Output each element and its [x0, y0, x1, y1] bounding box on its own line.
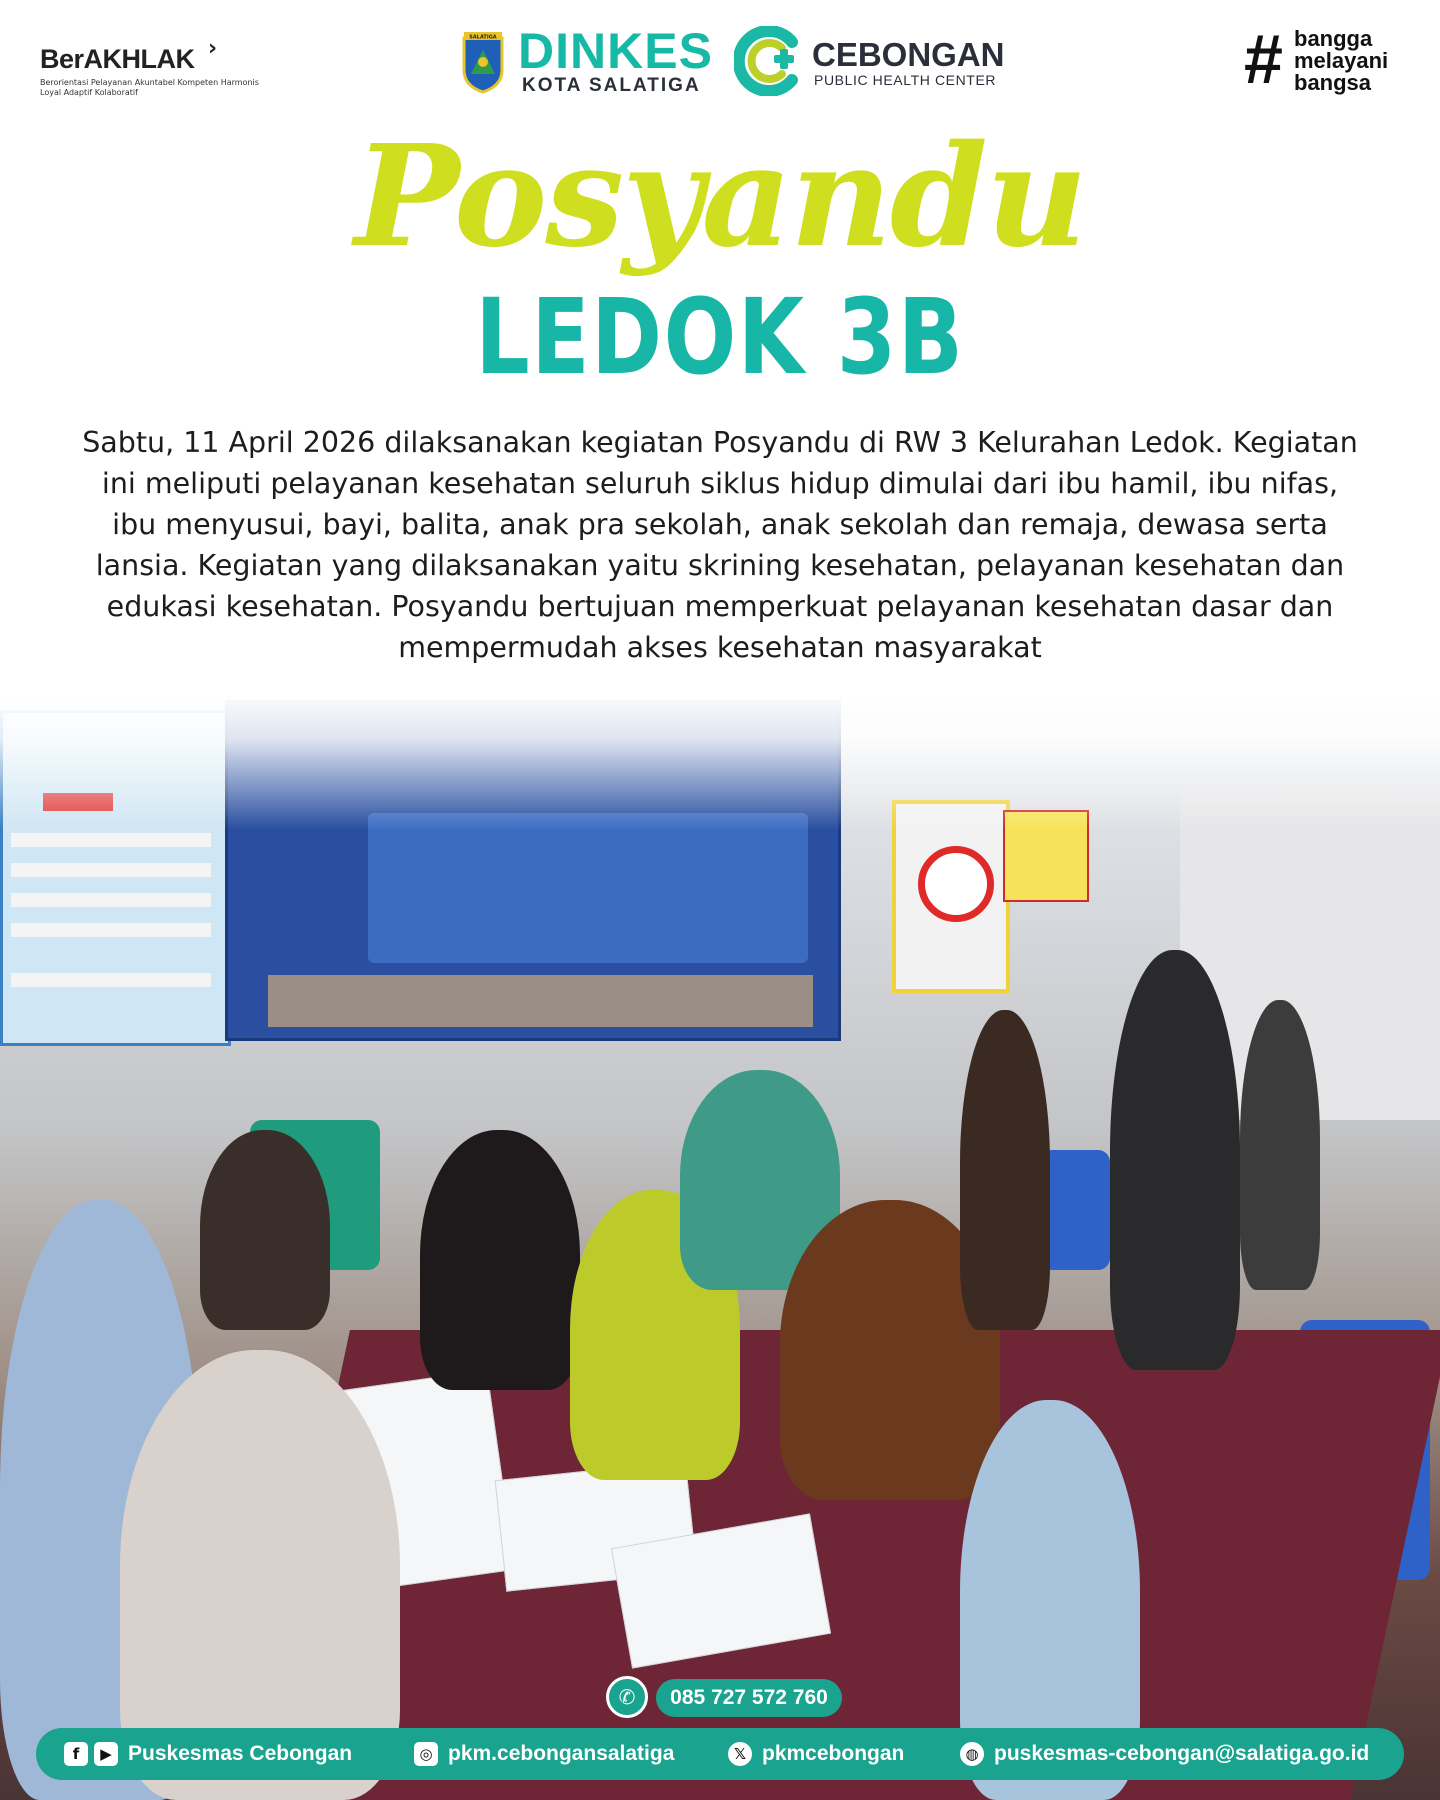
- crest-text: SALATIGA: [469, 34, 497, 41]
- web-icon[interactable]: ◍: [960, 1742, 984, 1766]
- instagram-icon[interactable]: ◎: [414, 1742, 438, 1766]
- hashtag-icon: #: [1244, 20, 1283, 98]
- cebongan-title: CEBONGAN: [812, 36, 1005, 73]
- facebook-icon[interactable]: f: [64, 1742, 88, 1766]
- dinkes-subtitle: KOTA SALATIGA: [522, 75, 701, 96]
- banner-row: [11, 923, 211, 937]
- tagline-line: bangsa: [1294, 70, 1372, 95]
- photo-person: [960, 1010, 1050, 1330]
- banner-row: [11, 863, 211, 877]
- x-icon[interactable]: 𝕏: [728, 1742, 752, 1766]
- title-location: LEDOK 3B: [475, 276, 965, 398]
- berakhlak-subtitle: Berorientasi Pelayanan Akuntabel Kompeten Harmonis Loyal Adaptif Kolaboratif: [40, 78, 259, 97]
- whatsapp-icon: ✆: [606, 1676, 648, 1718]
- event-description: Sabtu, 11 April 2026 dilaksanakan kegiatan Posyandu di RW 3 Kelurahan Ledok. Kegiatan ini meliputi pelayanan kesehatan seluruh siklus hidup dimulai dari ibu hamil, ibu nifas, ibu menyusui, bayi, balita, anak pra sekolah, anak sekolah dan remaja, dewasa serta lansia. Kegiatan yang dilaksanakan yaitu skrining kesehatan, pelayanan kesehatan dan edukasi kesehatan. Posyandu bertujuan memperkuat pelayanan kesehatan dasar dan mempermudah akses kesehatan masyarakat: [82, 426, 1358, 664]
- facebook-youtube-handle[interactable]: Puskesmas Cebongan: [128, 1742, 353, 1765]
- x-handle[interactable]: pkmcebongan: [762, 1742, 905, 1765]
- dinkes-title: DINKES: [518, 23, 713, 79]
- cebongan-subtitle: PUBLIC HEALTH CENTER: [814, 72, 997, 88]
- no-smoking-icon: [918, 846, 994, 922]
- instagram-handle[interactable]: pkm.cebongansalatiga: [448, 1742, 675, 1765]
- cebongan-logo-icon: [734, 26, 804, 96]
- photo-person: [1110, 950, 1240, 1370]
- banner-service-list: [368, 813, 808, 963]
- youtube-icon[interactable]: ▶: [94, 1742, 118, 1766]
- banner-row: [11, 833, 211, 847]
- phone-number: 085 727 572 760: [670, 1686, 828, 1709]
- chair: [1040, 1150, 1110, 1270]
- tagline: [1294, 28, 1388, 94]
- banner-photo-strip: [268, 975, 813, 1027]
- photo-person: [200, 1130, 330, 1330]
- phone-pill[interactable]: [656, 1679, 842, 1717]
- photo-fade: [0, 690, 1440, 830]
- berakhlak-arrow-icon: ›: [208, 36, 218, 61]
- berakhlak-title: BerAKHLAK: [40, 44, 195, 74]
- berakhlak-logo: [40, 36, 259, 100]
- tagline-line: melayani: [1294, 48, 1389, 73]
- photo-person: [1240, 1000, 1320, 1290]
- title-posyandu: Posyandu: [354, 115, 1086, 279]
- email-address[interactable]: puskesmas-cebongan@salatiga.go.id: [994, 1742, 1370, 1765]
- banner-row: [11, 973, 211, 987]
- footer-contact-bar: [36, 1728, 1404, 1780]
- tagline-line: bangga: [1294, 26, 1373, 51]
- salatiga-crest-icon: [462, 30, 504, 94]
- photo-person: [420, 1130, 580, 1390]
- banner-row: [11, 893, 211, 907]
